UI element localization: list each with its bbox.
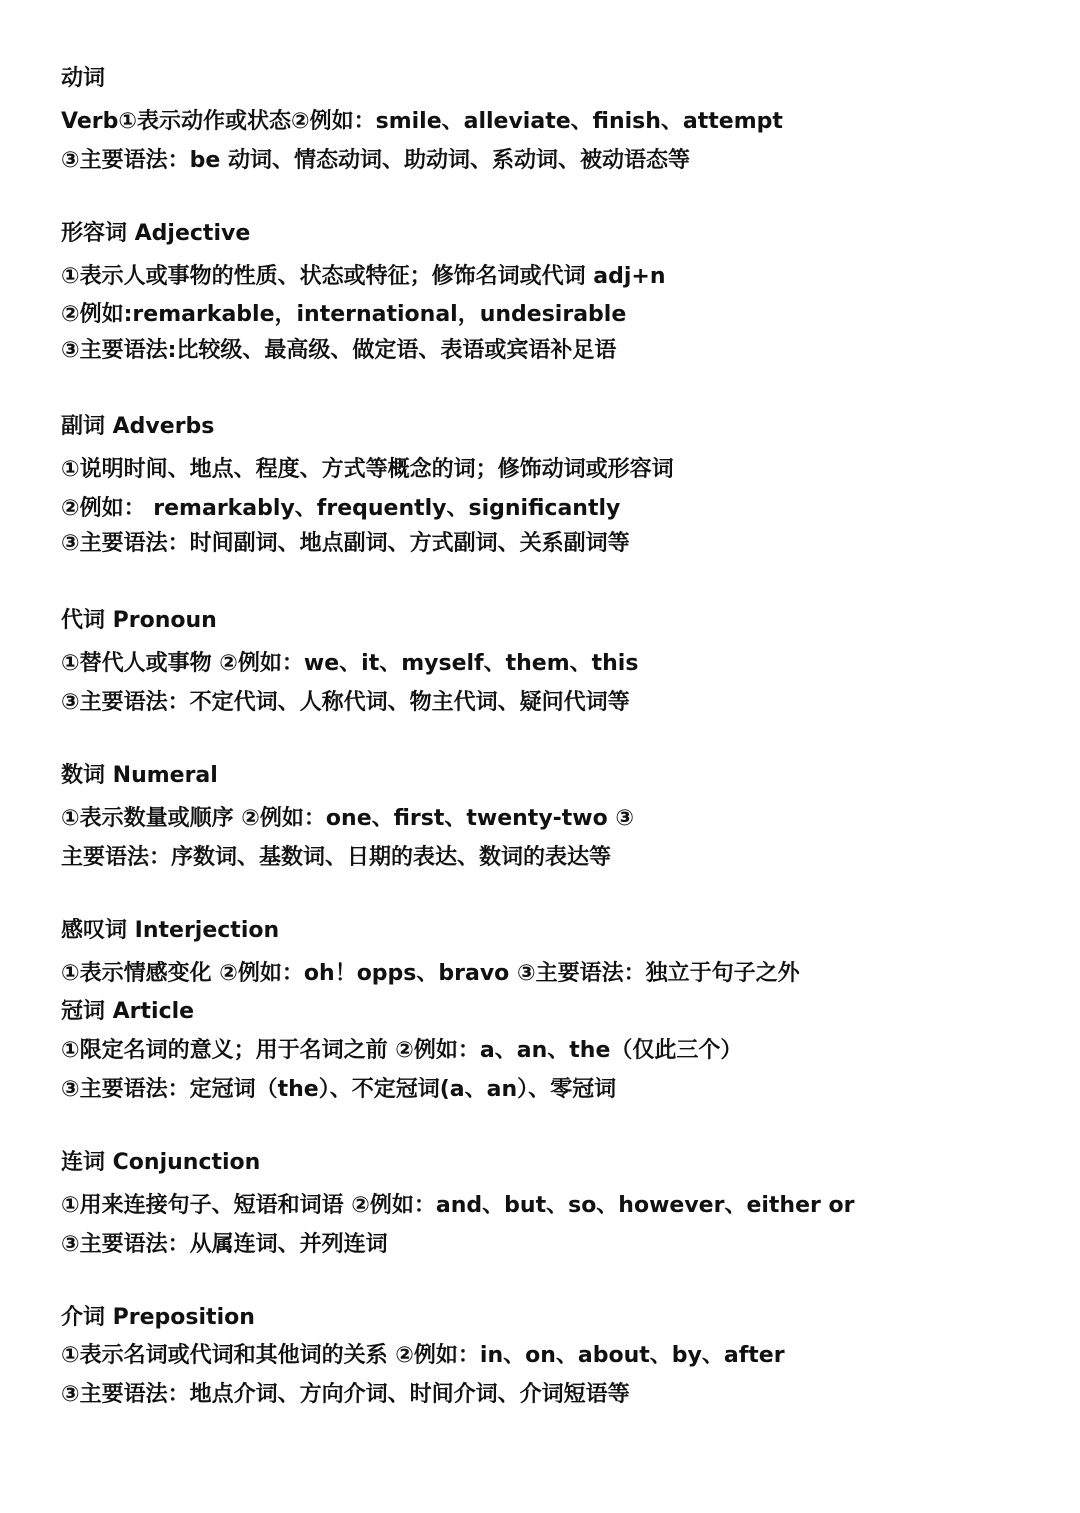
adjective-heading: 形容词 Adjective [61, 221, 251, 246]
numeral-definition: ①表示数量或顺序 ②例如：one、first、twenty-two ③ [61, 806, 635, 831]
verb-heading: 动词 [61, 66, 106, 91]
preposition-definition: ①表示名词或代词和其他词的关系 ②例如：in、on、about、by、after [61, 1343, 785, 1368]
adjective-grammar: ③主要语法:比较级、最高级、做定语、表语或宾语补足语 [61, 338, 617, 363]
conjunction-grammar: ③主要语法：从属连词、并列连词 [61, 1232, 388, 1257]
pronoun-grammar: ③主要语法：不定代词、人称代词、物主代词、疑问代词等 [61, 690, 630, 715]
adverb-definition: ①说明时间、地点、程度、方式等概念的词；修饰动词或形容词 [61, 457, 674, 482]
adjective-definition: ①表示人或事物的性质、状态或特征；修饰名词或代词 adj+n [61, 264, 666, 289]
numeral-heading: 数词 Numeral [61, 763, 218, 788]
preposition-heading: 介词 Preposition [61, 1305, 255, 1330]
pronoun-definition: ①替代人或事物 ②例如：we、it、myself、them、this [61, 651, 639, 676]
verb-definition: Verb①表示动作或状态②例如：smile、alleviate、finish、attempt [61, 109, 783, 134]
article-definition: ①限定名词的意义；用于名词之前 ②例如：a、an、the（仅此三个） [61, 1038, 743, 1063]
verb-grammar: ③主要语法：be 动词、情态动词、助动词、系动词、被动语态等 [61, 148, 690, 173]
adverb-examples: ②例如： remarkably、frequently、significantly [61, 496, 621, 521]
conjunction-definition: ①用来连接句子、短语和词语 ②例如：and、but、so、however、either or [61, 1193, 855, 1218]
article-grammar: ③主要语法：定冠词（the）、不定冠词(a、an）、零冠词 [61, 1077, 617, 1102]
interjection-heading: 感叹词 Interjection [61, 918, 280, 943]
preposition-grammar: ③主要语法：地点介词、方向介词、时间介词、介词短语等 [61, 1382, 630, 1407]
adjective-examples: ②例如:remarkable，international，undesirable [61, 302, 627, 327]
adverb-heading: 副词 Adverbs [61, 414, 215, 439]
interjection-definition: ①表示情感变化 ②例如：oh！opps、bravo ③主要语法：独立于句子之外 [61, 961, 800, 986]
pronoun-heading: 代词 Pronoun [61, 608, 217, 633]
numeral-grammar: 主要语法：序数词、基数词、日期的表达、数词的表达等 [61, 845, 612, 870]
article-heading: 冠词 Article [61, 999, 195, 1024]
adverb-grammar: ③主要语法：时间副词、地点副词、方式副词、关系副词等 [61, 531, 630, 556]
conjunction-heading: 连词 Conjunction [61, 1150, 261, 1175]
